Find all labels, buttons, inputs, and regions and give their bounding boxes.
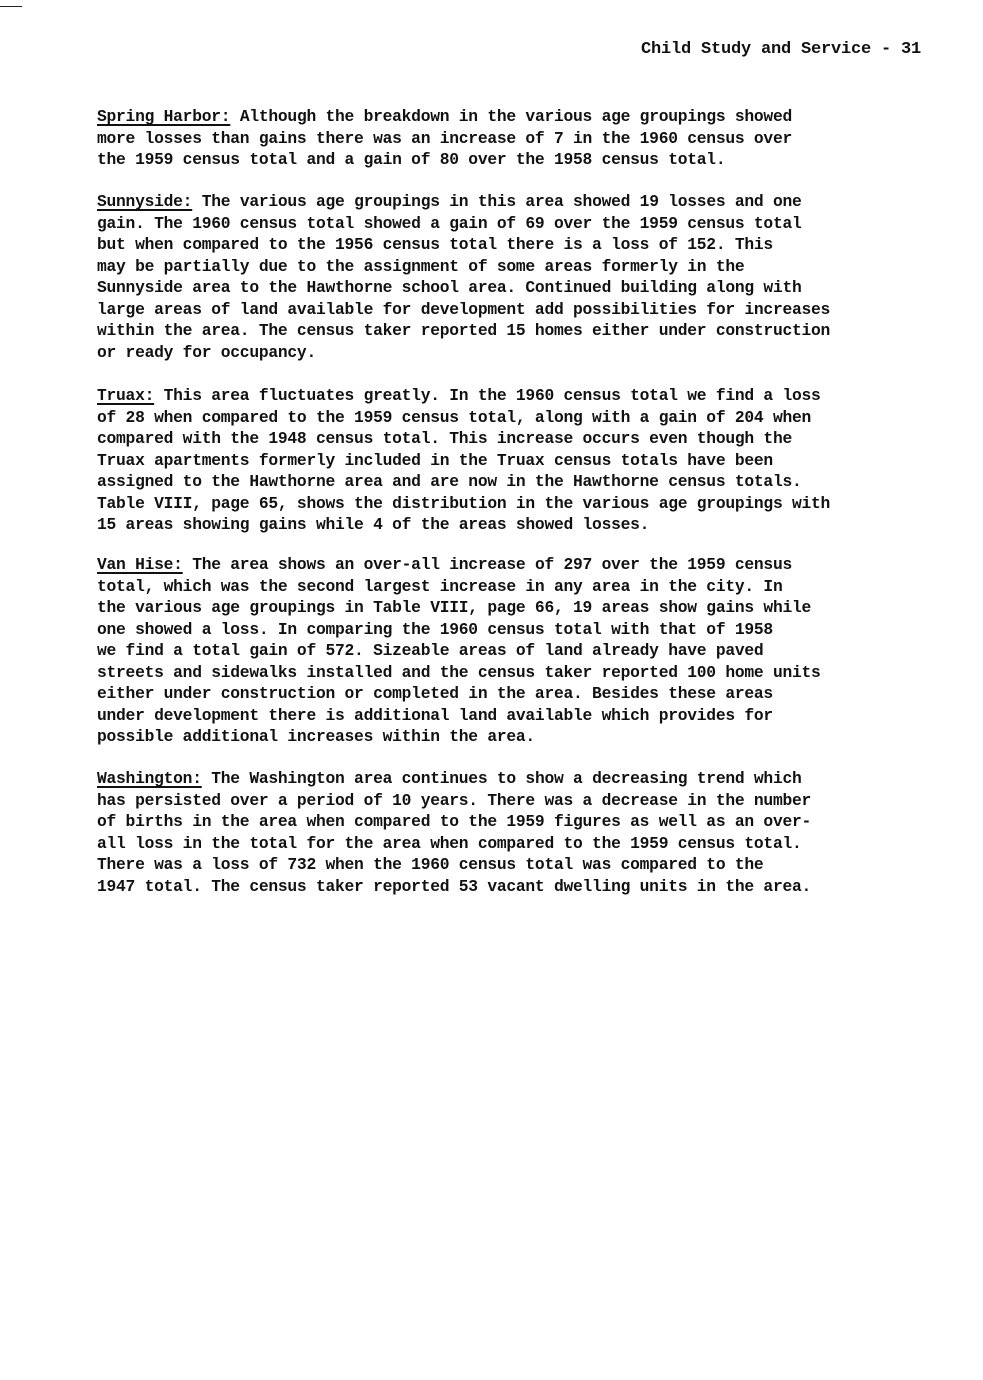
paragraph-truax — [97, 385, 937, 536]
paragraph-line: Table VIII, page 65, shows the distribution in the various age groupings with — [97, 493, 831, 513]
paragraph-line: we find a total gain of 572. Sizeable areas of land already have paved — [97, 641, 764, 660]
paragraph-line: the 1959 census total and a gain of 80 over the 1958 census total. — [97, 150, 726, 169]
running-head: Child Study and Service - 31 — [640, 40, 921, 59]
paragraph-spring-harbor — [97, 106, 937, 171]
paragraph-line: but when compared to the 1956 census total there is a loss of 152. This — [97, 235, 773, 254]
line-text: Although the breakdown in the various age groupings showed — [230, 107, 792, 126]
paragraph-line: possible additional increases within the area. — [97, 727, 535, 746]
section-heading-truax: Truax: — [97, 386, 155, 405]
section-heading-washington: Washington: — [97, 769, 202, 788]
section-heading-van-hise: Van Hise: — [97, 555, 183, 574]
paragraph-line: Truax apartments formerly included in the Truax census totals have been — [97, 450, 773, 470]
paragraph-line — [97, 554, 937, 576]
paragraph-line: may be partially due to the assignment of some areas formerly in the — [97, 256, 745, 276]
section-heading-spring-harbor: Spring Harbor: — [97, 107, 231, 126]
paragraph-line: has persisted over a period of 10 years. There was a decrease in the number — [97, 790, 812, 810]
paragraph-line: of 28 when compared to the 1959 census total, along with a gain of 204 when — [97, 407, 812, 427]
paragraph-line: assigned to the Hawthorne area and are now in the Hawthorne census totals. — [97, 472, 802, 491]
paragraph-line: compared with the 1948 census total. This increase occurs even though the — [97, 429, 792, 448]
paragraph-line: under development there is additional land available which provides for — [97, 705, 773, 725]
paragraph-line: more losses than gains there was an increase of 7 in the 1960 census over — [97, 128, 792, 148]
paragraph-line: the various age groupings in Table VIII, page 66, 19 areas show gains while — [97, 598, 812, 617]
paragraph-line: There was a loss of 732 when the 1960 census total was compared to the — [97, 855, 764, 874]
paragraph-line: of births in the area when compared to the 1959 figures as well as an over- — [97, 812, 812, 831]
paragraph-line: one showed a loss. In comparing the 1960 census total with that of 1958 — [97, 619, 773, 639]
line-text: The various age groupings in this area showed 19 losses and one — [192, 192, 802, 211]
paragraph-line: within the area. The census taker reported 15 homes either under construction — [97, 321, 831, 340]
paragraph-line: large areas of land available for development add possibilities for increases — [97, 299, 831, 319]
section-heading-sunnyside: Sunnyside: — [97, 192, 193, 211]
paragraph-sunnyside — [97, 191, 937, 363]
line-text: The area shows an over-all increase of 297 over the 1959 census — [182, 555, 792, 574]
paragraph-line: either under construction or completed in the area. Besides these areas — [97, 684, 773, 703]
paragraph-line: all loss in the total for the area when compared to the 1959 census total. — [97, 833, 802, 853]
paragraph-line: 1947 total. The census taker reported 53 vacant dwelling units in the area. — [97, 876, 812, 896]
paragraph-line — [97, 385, 937, 407]
paragraph-line: streets and sidewalks installed and the census taker reported 100 home units — [97, 662, 821, 682]
paragraph-line — [97, 768, 937, 790]
paragraph-washington — [97, 768, 937, 897]
paragraph-line — [97, 191, 937, 213]
paragraph-van-hise — [97, 554, 937, 748]
paragraph-line — [97, 106, 937, 128]
paragraph-line: gain. The 1960 census total showed a gain of 69 over the 1959 census total — [97, 213, 802, 233]
paragraph-line: Sunnyside area to the Hawthorne school area. Continued building along with — [97, 278, 802, 297]
paragraph-line: total, which was the second largest increase in any area in the city. In — [97, 576, 783, 596]
line-text: This area fluctuates greatly. In the 1960 census total we find a loss — [154, 386, 821, 405]
line-text: The Washington area continues to show a decreasing trend which — [201, 769, 802, 788]
scan-corner-mark — [0, 6, 22, 7]
paragraph-line: or ready for occupancy. — [97, 342, 316, 362]
paragraph-line: 15 areas showing gains while 4 of the areas showed losses. — [97, 515, 650, 534]
